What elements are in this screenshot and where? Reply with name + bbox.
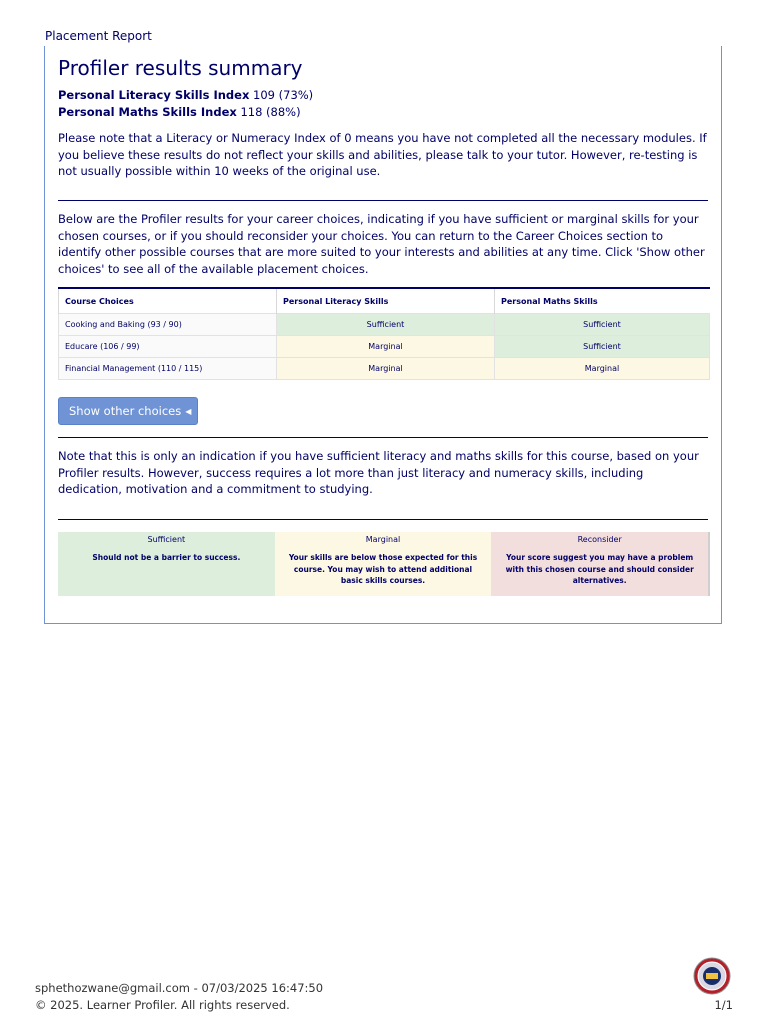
page-number: 1/1: [714, 998, 733, 1012]
copyright-notice: © 2025. Learner Profiler. All rights reserved.: [35, 998, 290, 1012]
index-note: Please note that a Literacy or Numeracy Index of 0 means you have not completed all the necessary modules. If you believe these results do not reflect your skills and abilities, please talk to your tutor. However, re-testing is not usually possible within 10 weeks of the original use.: [58, 131, 707, 179]
page-title: Profiler results summary: [58, 56, 303, 80]
literacy-rating: Marginal: [277, 336, 495, 358]
career-intro: Below are the Profiler results for your career choices, indicating if you have sufficient or marginal skills for your chosen courses, or if you should reconsider your choices. You can return to the Career Choices section to identify other possible courses that are more suited to your interests and abilities at any time. Click 'Show other choices' to see all of the available placement choices.: [58, 212, 705, 277]
legend-description: Should not be a barrier to success.: [92, 553, 241, 562]
literacy-index-value: 109 (73%): [253, 88, 314, 102]
course-cell: Cooking and Baking (93 / 90): [59, 314, 277, 336]
table-row: [59, 336, 710, 358]
column-header-literacy: Personal Literacy Skills: [277, 288, 495, 314]
legend-marginal: [275, 532, 492, 596]
table-row: [59, 314, 710, 336]
legend-title: Sufficient: [147, 535, 186, 544]
divider: [58, 519, 708, 520]
legend-sufficient: [58, 532, 275, 596]
user-timestamp: sphethozwane@gmail.com - 07/03/2025 16:47:50: [35, 981, 324, 995]
show-other-choices-label: Show other choices: [69, 404, 182, 418]
caret-left-icon: ◀: [185, 407, 192, 416]
seal-logo-icon: [693, 957, 731, 995]
course-choices-table: [58, 287, 710, 380]
disclaimer-text: Note that this is only an indication if you have sufficient literacy and maths skills for this course, based on your Profiler results. However, success requires a lot more than just literacy and numeracy skills, including dedication, motivation and a commitment to studying.: [58, 449, 699, 497]
maths-index-value: 118 (88%): [240, 105, 301, 119]
legend-title: Marginal: [365, 535, 401, 544]
course-cell: Educare (106 / 99): [59, 336, 277, 358]
divider: [58, 437, 708, 438]
rating-legend: [58, 532, 710, 596]
literacy-index: [58, 88, 313, 102]
literacy-index-label: Personal Literacy Skills Index: [58, 88, 250, 102]
table-header-row: [59, 288, 710, 314]
report-header-label: Placement Report: [45, 29, 152, 43]
show-other-choices-button[interactable]: [58, 397, 198, 425]
maths-index: [58, 105, 301, 119]
table-row: [59, 358, 710, 380]
course-cell: Financial Management (110 / 115): [59, 358, 277, 380]
column-header-maths: Personal Maths Skills: [495, 288, 710, 314]
maths-rating: Sufficient: [495, 336, 710, 358]
maths-rating: Marginal: [495, 358, 710, 380]
legend-description: Your score suggest you may have a problem with this chosen course and should consider alternatives.: [505, 553, 694, 585]
literacy-rating: Marginal: [277, 358, 495, 380]
maths-rating: Sufficient: [495, 314, 710, 336]
literacy-rating: Sufficient: [277, 314, 495, 336]
legend-title: Reconsider: [577, 535, 622, 544]
divider: [58, 200, 708, 201]
maths-index-label: Personal Maths Skills Index: [58, 105, 237, 119]
legend-description: Your skills are below those expected for this course. You may wish to attend additional basic skills courses.: [288, 553, 478, 585]
legend-reconsider: [491, 532, 710, 596]
report-panel: [44, 46, 722, 624]
column-header-course: Course Choices: [59, 288, 277, 314]
